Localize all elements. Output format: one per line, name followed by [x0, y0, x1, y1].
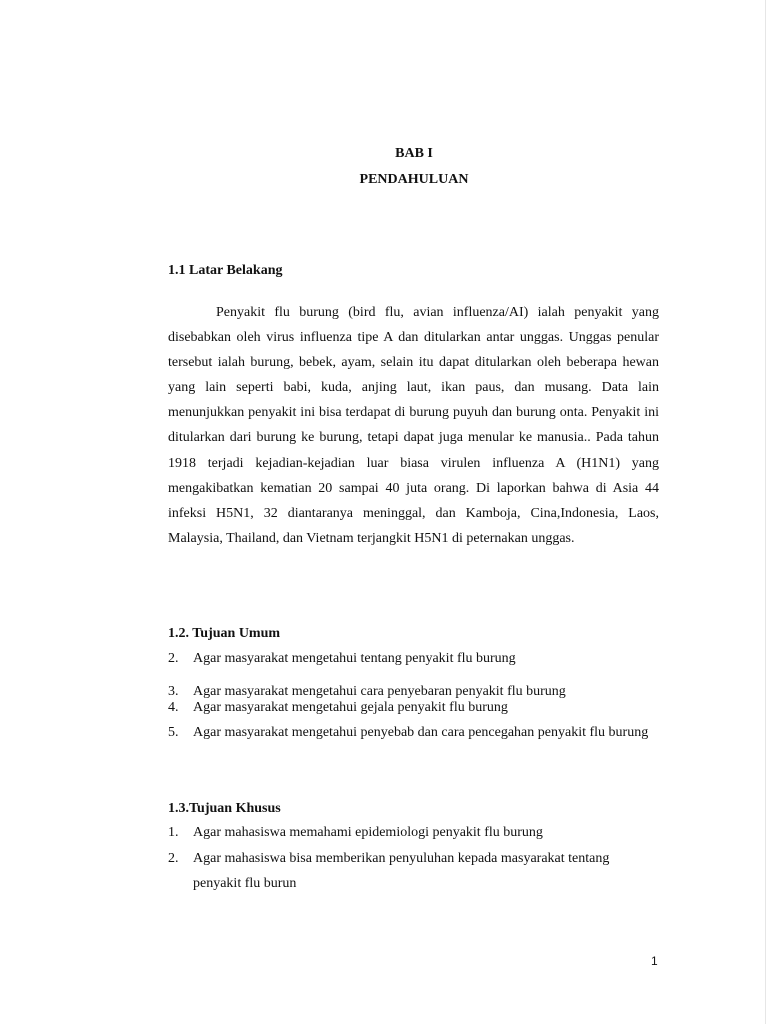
section-heading-latar-belakang: 1.1 Latar Belakang	[168, 263, 283, 278]
list-item	[168, 695, 659, 720]
list-item-text: Agar mahasiswa memahami epidemiologi penyakit flu burung	[193, 825, 543, 840]
list-item-text: Agar masyarakat mengetahui cara penyebaran penyakit flu burung	[193, 684, 566, 699]
list-item-number: 4.	[168, 700, 179, 715]
section-heading-tujuan-khusus: 1.3.Tujuan Khusus	[168, 801, 281, 816]
chapter-subtitle: PENDAHULUAN	[359, 172, 469, 187]
list-item-number: 5.	[168, 725, 179, 740]
list-item	[168, 846, 659, 896]
list-item-number: 2.	[168, 851, 179, 866]
page-number: 1	[651, 954, 658, 968]
list-item-number: 3.	[168, 684, 179, 699]
list-item-number: 1.	[168, 825, 179, 840]
list-item	[168, 720, 659, 745]
list-item-text: Agar masyarakat mengetahui tentang penyakit flu burung	[193, 651, 516, 666]
list-item-number: 2.	[168, 651, 179, 666]
list-item-text: Agar masyarakat mengetahui penyebab dan cara pencegahan penyakit flu burung	[193, 725, 649, 740]
section-heading-tujuan-umum: 1.2. Tujuan Umum	[168, 626, 281, 641]
list-item	[168, 820, 659, 845]
latar-belakang-paragraph: Penyakit flu burung (bird flu, avian influenza/AI) ialah penyakit yang disebabkan oleh virus influenza tipe A dan ditularkan antar unggas. Unggas penular tersebut ialah burung, bebek, ayam, selain itu dapat ditularkan oleh beberapa hewan yang lain seperti babi, kuda, anjing laut, ikan paus, dan musang. Data lain menunjukkan penyakit ini bisa terdapat di burung puyuh dan burung onta. Penyakit ini ditularkan dari burung ke burung, tetapi dapat juga menular ke manusia.. Pada tahun 1918 terjadi kejadian-kejadian luar biasa virulen influenza A (H1N1) yang mengakibatkan kematian 20 sampai 40 juta orang. Di laporkan bahwa di Asia 44 infeksi H5N1, 32 diantaranya meninggal, dan Kamboja, Cina,Indonesia, Laos, Malaysia, Thailand, dan Vietnam terjangkit H5N1 di peternakan unggas.	[168, 305, 659, 546]
chapter-title: BAB I	[395, 146, 433, 161]
list-item-text: Agar masyarakat mengetahui gejala penyakit flu burung	[193, 700, 508, 715]
list-item	[168, 646, 659, 671]
list-item-text: Agar mahasiswa bisa memberikan penyuluhan kepada masyarakat tentang penyakit flu burun	[193, 851, 610, 891]
